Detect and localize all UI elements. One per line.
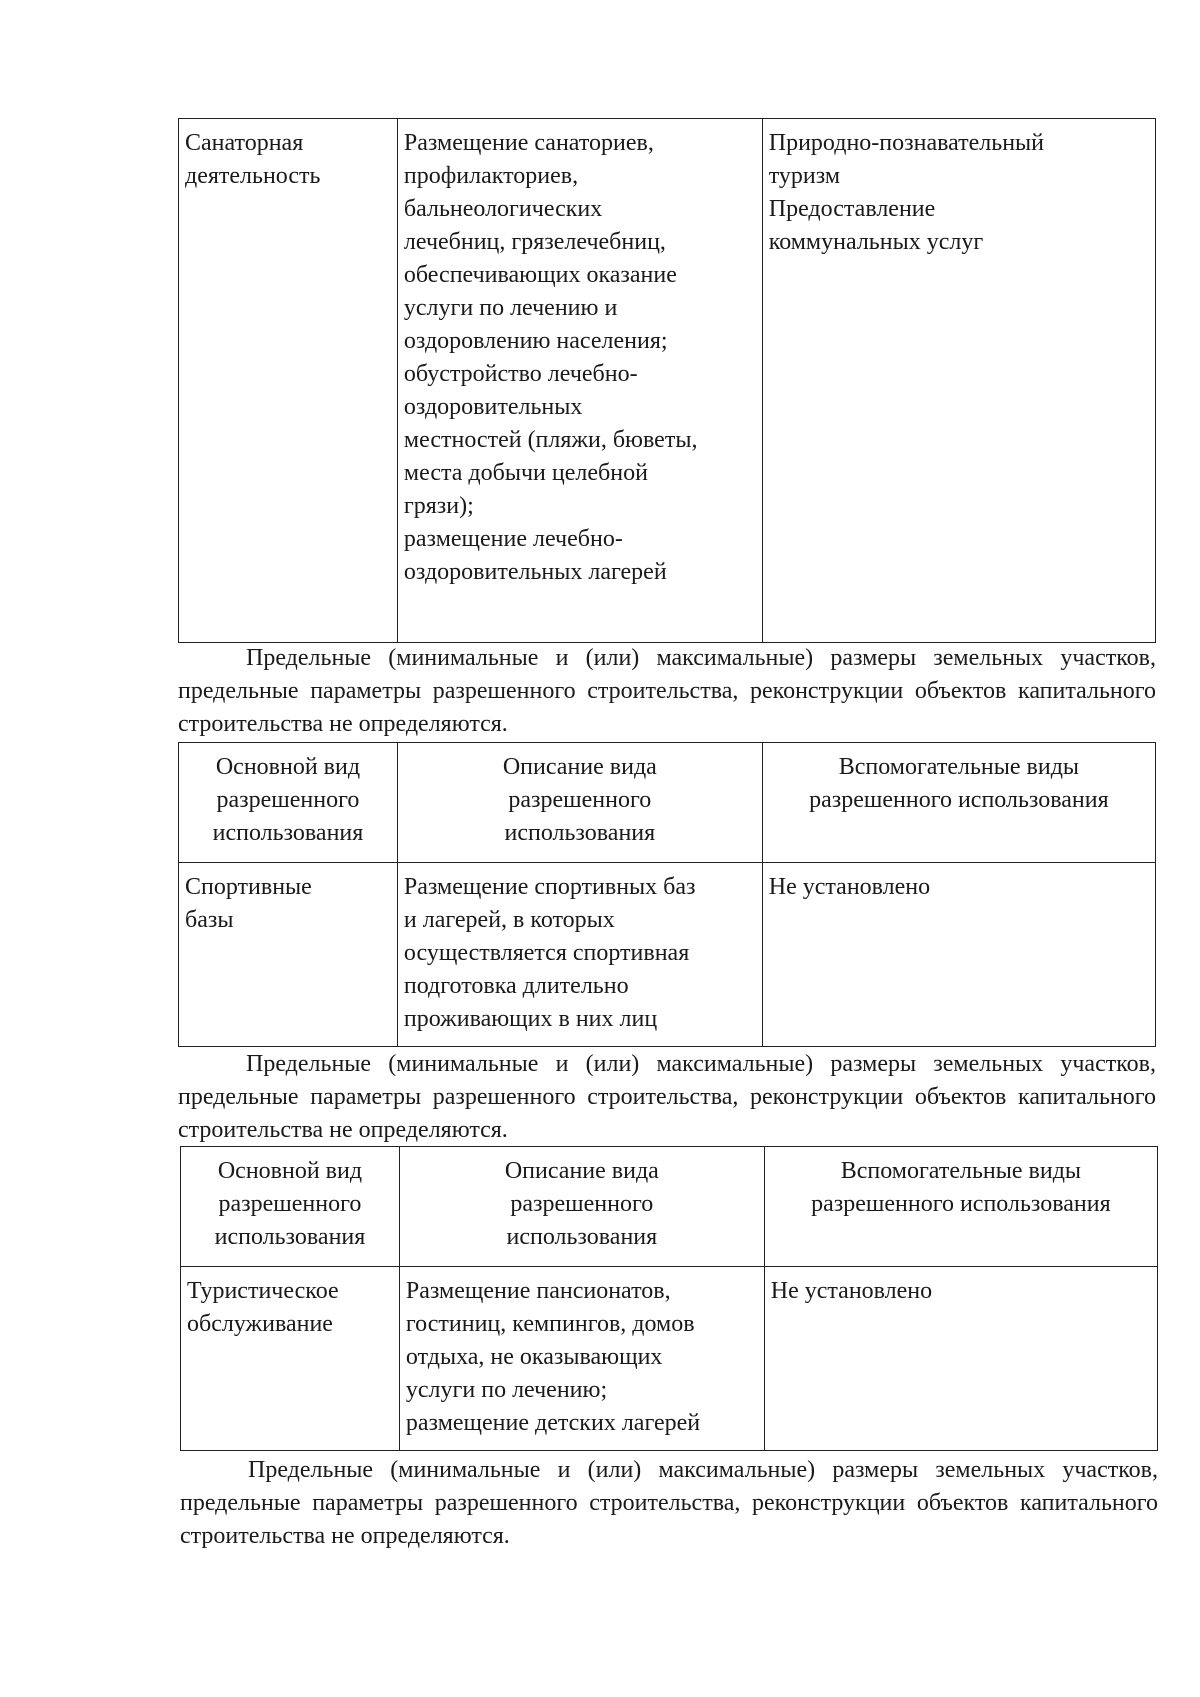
cell-line: оздоровительных: [403, 394, 583, 420]
cell-line: Размещение пансионатов,: [405, 1278, 671, 1304]
cell-line: туризм: [768, 163, 841, 189]
header-auxiliary-use: [764, 1147, 1157, 1267]
cell-line: профилакториев,: [403, 163, 579, 189]
cell-auxiliary-use: [762, 119, 1155, 643]
cell-line: разрешенного использования: [811, 1191, 1111, 1217]
table-sanatorium: [178, 118, 1156, 643]
cell-line: оздоровительных лагерей: [403, 559, 667, 585]
table-row: [179, 119, 1156, 643]
cell-line: осуществляется спортивная: [403, 940, 690, 966]
cell-line: разрешенного: [508, 787, 652, 813]
cell-line: Спортивные: [185, 874, 312, 900]
cell-line: разрешенного: [510, 1191, 654, 1217]
cell-line: бальнеологических: [403, 196, 603, 222]
header-description: [399, 1147, 764, 1267]
cell-line: грязи);: [403, 493, 474, 519]
cell-line: размещение лечебно-: [403, 526, 623, 552]
cell-line: размещение детских лагерей: [405, 1410, 701, 1436]
cell-line: Предоставление: [768, 196, 936, 222]
limits-paragraph: Предельные (минимальные и (или) максимальные) размеры земельных участков, предельные параметры разрешенного строительства, реконструкции объектов капитального строительства не определяются.: [178, 1051, 1156, 1143]
cell-line: оздоровлению населения;: [403, 328, 668, 354]
cell-line: подготовка длительно: [403, 973, 629, 999]
cell-line: Размещение санаториев,: [403, 130, 654, 156]
cell-line: обслуживание: [187, 1311, 333, 1337]
cell-line: обустройство лечебно-: [403, 361, 638, 387]
cell-main-use: [181, 1267, 400, 1451]
cell-line: Размещение спортивных баз: [403, 874, 696, 900]
cell-line: услуги по лечению;: [405, 1377, 608, 1403]
cell-line: Вспомогательные виды: [838, 754, 1080, 780]
cell-line: гостиниц, кемпингов, домов: [405, 1311, 695, 1337]
header-auxiliary-use: [762, 743, 1155, 863]
cell-line: Вспомогательные виды: [840, 1158, 1082, 1184]
cell-line: Не установлено: [768, 874, 931, 900]
header-main-use: [179, 743, 398, 863]
cell-line: разрешенного использования: [809, 787, 1109, 813]
table-row: [179, 863, 1156, 1047]
limits-paragraph: Предельные (минимальные и (или) максимальные) размеры земельных участков, предельные параметры разрешенного строительства, реконструкции объектов капитального строительства не определяются.: [178, 645, 1156, 737]
cell-line: разрешенного: [218, 1191, 362, 1217]
cell-line: обеспечивающих оказание: [403, 262, 677, 288]
table-row: [181, 1267, 1158, 1451]
cell-line: отдыха, не оказывающих: [405, 1344, 663, 1370]
cell-description: [397, 863, 762, 1047]
cell-line: Основной вид: [215, 754, 361, 780]
cell-line: использования: [506, 1224, 658, 1250]
cell-main-use: [179, 119, 398, 643]
cell-line: и лагерей, в которых: [403, 907, 615, 933]
cell-line: Не установлено: [770, 1278, 933, 1304]
cell-line: лечебниц, грязелечебниц,: [403, 229, 666, 255]
cell-line: использования: [212, 820, 364, 846]
cell-auxiliary-use: [762, 863, 1155, 1047]
table-sports-bases: [178, 742, 1156, 1047]
cell-line: местностей (пляжи, бюветы,: [403, 427, 698, 453]
cell-line: проживающих в них лиц: [403, 1006, 658, 1032]
limits-paragraph: Предельные (минимальные и (или) максимальные) размеры земельных участков, предельные параметры разрешенного строительства, реконструкции объектов капитального строительства не определяются.: [180, 1457, 1158, 1549]
table-header-row: [181, 1147, 1158, 1267]
cell-auxiliary-use: [764, 1267, 1157, 1451]
cell-description: [397, 119, 762, 643]
cell-line: использования: [504, 820, 656, 846]
cell-line: базы: [185, 907, 234, 933]
cell-line: Основной вид: [217, 1158, 363, 1184]
cell-line: деятельность: [185, 163, 321, 189]
table-tourist-services: [180, 1146, 1158, 1451]
cell-line: Описание вида: [504, 1158, 659, 1184]
cell-line: Природно-познавательный: [768, 130, 1045, 156]
cell-line: разрешенного: [216, 787, 360, 813]
header-description: [397, 743, 762, 863]
cell-line: места добычи целебной: [403, 460, 648, 486]
cell-line: использования: [214, 1224, 366, 1250]
cell-line: услуги по лечению и: [403, 295, 618, 321]
cell-line: Санаторная: [185, 130, 304, 156]
header-main-use: [181, 1147, 400, 1267]
cell-line: Туристическое: [187, 1278, 339, 1304]
cell-description: [399, 1267, 764, 1451]
cell-line: Описание вида: [502, 754, 657, 780]
cell-line: коммунальных услуг: [768, 229, 984, 255]
table-header-row: [179, 743, 1156, 863]
cell-main-use: [179, 863, 398, 1047]
